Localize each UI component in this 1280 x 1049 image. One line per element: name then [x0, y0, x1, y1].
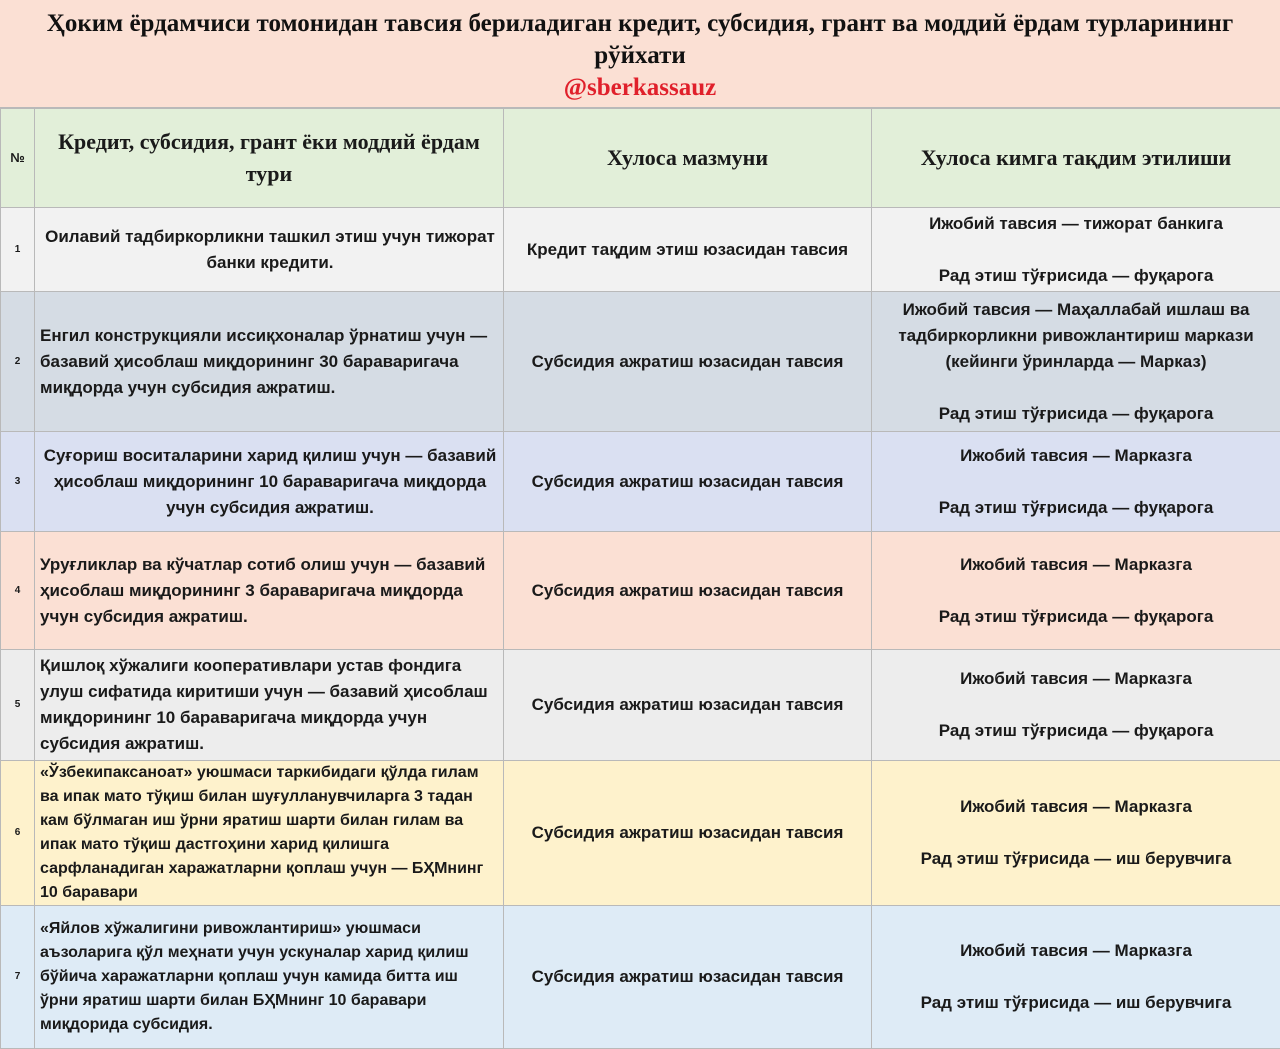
- positive-recommendation: Ижобий тавсия — Марказга: [960, 669, 1192, 688]
- rejection-recipient: Рад этиш тўғрисида — фуқарога: [939, 721, 1214, 740]
- conclusion-content-cell: Субсидия ажратиш юзасидан тавсия: [504, 292, 872, 432]
- support-type-cell: «Яйлов хўжалигини ривожлантириш» уюшмаси аъзоларига қўл меҳнати учун ускуналар харид қилиш бўйича харажатларни қоплаш учун камида битта иш ўрни яратиш шарти билан БҲМнинг 10 баравари миқдорида субсидия.: [35, 906, 504, 1049]
- table-row: [1, 432, 1280, 532]
- header-type: Кредит, субсидия, грант ёки моддий ёрдам тури: [35, 109, 504, 208]
- table-row: [1, 208, 1280, 292]
- table-row: [1, 650, 1280, 761]
- row-number: 7: [1, 906, 35, 1049]
- rejection-recipient: Рад этиш тўғрисида — иш берувчига: [921, 993, 1232, 1012]
- rejection-recipient: Рад этиш тўғрисида — фуқарога: [939, 498, 1214, 517]
- positive-recommendation: Ижобий тавсия — Марказга: [960, 797, 1192, 816]
- rejection-recipient: Рад этиш тўғрисида — фуқарога: [939, 607, 1214, 626]
- support-type-cell: «Ўзбекипаксаноат» уюшмаси таркибидаги қўлда гилам ва ипак мато тўқиш билан шуғулланувчиларга 3 тадан кам бўлмаган иш ўрни яратиш шарти билан гилам ва ипак мато тўқиш дастгоҳини харид қилишга сарфланадиган харажатларни қоплаш учун — БҲМнинг 10 баравари: [35, 761, 504, 906]
- header-row: [1, 109, 1280, 208]
- channel-handle: @sberkassauz: [0, 72, 1280, 104]
- conclusion-content-cell: Субсидия ажратиш юзасидан тавсия: [504, 761, 872, 906]
- recipient-cell: [872, 432, 1280, 532]
- table-row: [1, 292, 1280, 432]
- support-type-cell: Оилавий тадбиркорликни ташкил этиш учун тижорат банки кредити.: [35, 208, 504, 292]
- header-recipient: Хулоса кимга тақдим этилиши: [872, 109, 1280, 208]
- table-row: [1, 906, 1280, 1049]
- positive-recommendation: Ижобий тавсия — Маҳаллабай ишлаш ва тадбиркорликни ривожлантириш маркази (кейинги ўринларда — Марказ): [898, 300, 1253, 371]
- rejection-recipient: Рад этиш тўғрисида — фуқарога: [939, 266, 1214, 285]
- support-type-cell: Уруғликлар ва кўчатлар сотиб олиш учун — базавий ҳисоблаш миқдорининг 3 бараваригача миқдорда учун субсидия ажратиш.: [35, 532, 504, 650]
- positive-recommendation: Ижобий тавсия — Марказга: [960, 555, 1192, 574]
- page-title: Ҳоким ёрдамчиси томонидан тавсия бериладиган кредит, субсидия, грант ва моддий ёрдам турларининг рўйхати: [47, 10, 1233, 69]
- conclusion-content-cell: Субсидия ажратиш юзасидан тавсия: [504, 906, 872, 1049]
- support-type-cell: Қишлоқ хўжалиги кооперативлари устав фондига улуш сифатида киритиши учун — базавий ҳисоблаш миқдорининг 10 бараваригача миқдорда учун субсидия ажратиш.: [35, 650, 504, 761]
- row-number: 3: [1, 432, 35, 532]
- recipient-cell: [872, 761, 1280, 906]
- recipient-cell: [872, 650, 1280, 761]
- conclusion-content-cell: Субсидия ажратиш юзасидан тавсия: [504, 432, 872, 532]
- table-row: [1, 761, 1280, 906]
- recipient-cell: [872, 532, 1280, 650]
- header-number: №: [1, 109, 35, 208]
- table-row: [1, 532, 1280, 650]
- row-number: 5: [1, 650, 35, 761]
- row-number: 4: [1, 532, 35, 650]
- rejection-recipient: Рад этиш тўғрисида — иш берувчига: [921, 849, 1232, 868]
- row-number: 6: [1, 761, 35, 906]
- rejection-recipient: Рад этиш тўғрисида — фуқарога: [939, 404, 1214, 423]
- support-type-cell: Енгил конструкцияли иссиқхоналар ўрнатиш учун — базавий ҳисоблаш миқдорининг 30 бараваригача миқдорда учун субсидия ажратиш.: [35, 292, 504, 432]
- conclusion-content-cell: Кредит тақдим этиш юзасидан тавсия: [504, 208, 872, 292]
- conclusion-content-cell: Субсидия ажратиш юзасидан тавсия: [504, 650, 872, 761]
- positive-recommendation: Ижобий тавсия — Марказга: [960, 446, 1192, 465]
- recipient-cell: [872, 208, 1280, 292]
- header-content: Хулоса мазмуни: [504, 109, 872, 208]
- conclusion-content-cell: Субсидия ажратиш юзасидан тавсия: [504, 532, 872, 650]
- recipient-cell: [872, 906, 1280, 1049]
- recipient-cell: [872, 292, 1280, 432]
- support-types-table: [0, 108, 1280, 1049]
- positive-recommendation: Ижобий тавсия — тижорат банкига: [929, 214, 1223, 233]
- title-banner: [0, 0, 1280, 108]
- positive-recommendation: Ижобий тавсия — Марказга: [960, 941, 1192, 960]
- row-number: 1: [1, 208, 35, 292]
- support-type-cell: Суғориш воситаларини харид қилиш учун — базавий ҳисоблаш миқдорининг 10 бараваригача миқдорда учун субсидия ажратиш.: [35, 432, 504, 532]
- row-number: 2: [1, 292, 35, 432]
